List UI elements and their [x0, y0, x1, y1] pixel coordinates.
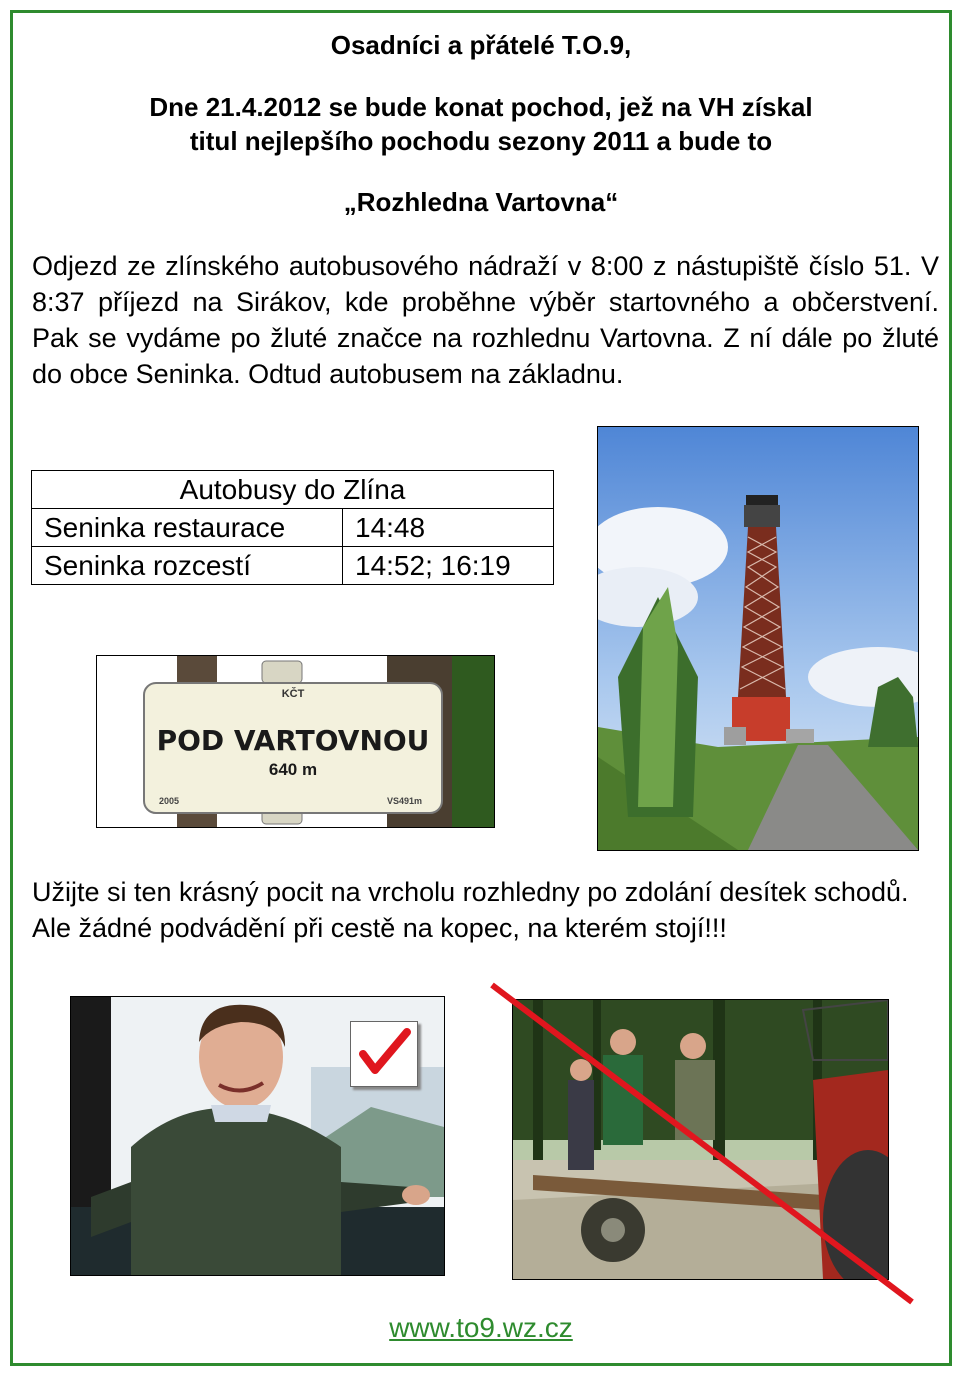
bus-time: 14:48: [343, 509, 554, 547]
closing-text: Užijte si ten krásný pocit na vrcholu rozhledny po zdolání desítek schodů. Ale žádné podvádění při cestě na kopec, na kterém stojí!!!: [32, 877, 909, 943]
sign-org: KČT: [281, 688, 305, 700]
sign-code: VS491m: [387, 796, 423, 806]
sign-year: 2005: [159, 796, 180, 806]
bus-stop: Seninka rozcestí: [32, 547, 343, 585]
bus-stop: Seninka restaurace: [32, 509, 343, 547]
event-name: „Rozhledna Vartovna“: [343, 187, 619, 217]
bus-time: 14:52; 16:19: [343, 547, 554, 585]
intro-line-2: titul nejlepšího pochodu sezony 2011 a bude to: [189, 126, 773, 156]
intro-line-1: Dne 21.4.2012 se bude konat pochod, jež na VH získal: [149, 92, 813, 122]
sign-altitude: 640 m: [268, 760, 318, 779]
sign-name: POD VARTOVNOU: [156, 724, 430, 757]
trip-description: Odjezd ze zlínského autobusového nádraží v 8:00 z nástupiště číslo 51. V 8:37 příjezd na Sirákov, kde proběhne výběr startovného a občerstvení. Pak se vydáme po žluté značce na rozhlednu Vartovna. Z ní dále po žluté do obce Seninka. Odtud autobusem na základnu.: [32, 251, 939, 389]
greeting-heading: Osadníci a přátelé T.O.9,: [330, 30, 632, 60]
bus-table-title: Autobusy do Zlína: [32, 471, 554, 509]
website-link[interactable]: www.to9.wz.cz: [389, 1312, 573, 1343]
